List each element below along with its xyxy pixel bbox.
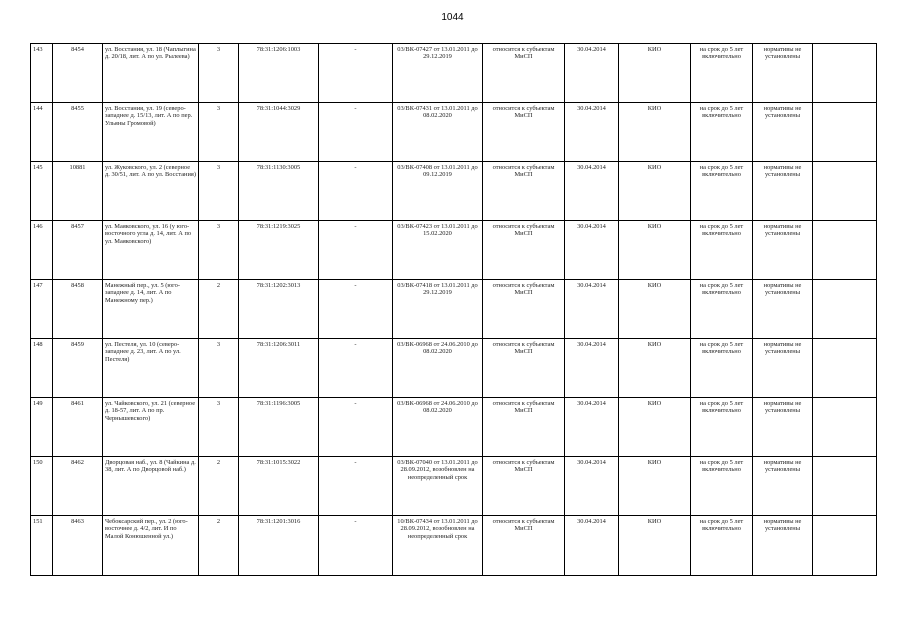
term-cell: на срок до 5 лет включительно	[691, 221, 753, 280]
dash-cell: -	[319, 398, 393, 457]
row-number: 146	[31, 221, 53, 280]
table-row	[31, 516, 877, 576]
row-number: 148	[31, 339, 53, 398]
org-cell: КИО	[619, 103, 691, 162]
places-count: 3	[199, 221, 239, 280]
empty-cell	[813, 44, 877, 103]
table-row	[31, 162, 877, 221]
address-cell: Манежный пер., ул. 5 (юго-западнее д. 14, лит. А по Манежному пер.)	[103, 280, 199, 339]
document-cell: 03/ВК-07423 от 13.01.2011 до 15.02.2020	[393, 221, 483, 280]
empty-cell	[813, 280, 877, 339]
empty-cell	[813, 398, 877, 457]
places-count: 3	[199, 398, 239, 457]
norms-cell: нормативы не установлены	[753, 162, 813, 221]
object-id: 8457	[53, 221, 103, 280]
category-cell: относится к субъектам МиСП	[483, 516, 565, 576]
dash-cell: -	[319, 44, 393, 103]
org-cell: КИО	[619, 516, 691, 576]
empty-cell	[813, 516, 877, 576]
row-number: 144	[31, 103, 53, 162]
date-cell: 30.04.2014	[565, 162, 619, 221]
address-cell: ул. Восстания, ул. 19 (северо-западнее д. 15/13, лит. А по пер. Ульяны Громовой)	[103, 103, 199, 162]
document-cell: 03/ВК-07408 от 13.01.2011 до 09.12.2019	[393, 162, 483, 221]
row-number: 143	[31, 44, 53, 103]
cadastral-number: 78:31:1196:3005	[239, 398, 319, 457]
document-cell: 10/ВК-07434 от 13.01.2011 до 28.09.2012, возобновлен на неопределенный срок	[393, 516, 483, 576]
object-id: 8462	[53, 457, 103, 516]
table-row	[31, 339, 877, 398]
document-cell: 03/ВК-07418 от 13.01.2011 до 29.12.2019	[393, 280, 483, 339]
object-id: 8463	[53, 516, 103, 576]
date-cell: 30.04.2014	[565, 457, 619, 516]
page-number: 1044	[441, 12, 464, 23]
address-cell: ул. Жуковского, ул. 2 (северное д. 30/51, лит. А по ул. Восстания)	[103, 162, 199, 221]
org-cell: КИО	[619, 162, 691, 221]
address-cell: ул. Пестеля, ул. 10 (северо-западнее д. 23, лит. А по ул. Пестеля)	[103, 339, 199, 398]
term-cell: на срок до 5 лет включительно	[691, 280, 753, 339]
table-row	[31, 280, 877, 339]
norms-cell: нормативы не установлены	[753, 44, 813, 103]
document-cell: 03/ВК-06968 от 24.06.2010 до 08.02.2020	[393, 339, 483, 398]
register-table	[30, 43, 877, 576]
dash-cell: -	[319, 280, 393, 339]
category-cell: относится к субъектам МиСП	[483, 103, 565, 162]
address-cell: ул. Чайковского, ул. 21 (северное д. 18-57, лит. А по пр. Чернышевского)	[103, 398, 199, 457]
norms-cell: нормативы не установлены	[753, 103, 813, 162]
date-cell: 30.04.2014	[565, 339, 619, 398]
dash-cell: -	[319, 221, 393, 280]
object-id: 10881	[53, 162, 103, 221]
table-row	[31, 221, 877, 280]
row-number: 145	[31, 162, 53, 221]
term-cell: на срок до 5 лет включительно	[691, 398, 753, 457]
date-cell: 30.04.2014	[565, 398, 619, 457]
empty-cell	[813, 457, 877, 516]
places-count: 2	[199, 457, 239, 516]
org-cell: КИО	[619, 280, 691, 339]
cadastral-number: 78:31:1201:3016	[239, 516, 319, 576]
places-count: 3	[199, 44, 239, 103]
places-count: 3	[199, 103, 239, 162]
norms-cell: нормативы не установлены	[753, 398, 813, 457]
dash-cell: -	[319, 162, 393, 221]
dash-cell: -	[319, 516, 393, 576]
org-cell: КИО	[619, 339, 691, 398]
cadastral-number: 78:31:1206:3011	[239, 339, 319, 398]
object-id: 8459	[53, 339, 103, 398]
dash-cell: -	[319, 339, 393, 398]
date-cell: 30.04.2014	[565, 103, 619, 162]
document-cell: 03/ВК-06968 от 24.06.2010 до 08.02.2020	[393, 398, 483, 457]
category-cell: относится к субъектам МиСП	[483, 162, 565, 221]
dash-cell: -	[319, 457, 393, 516]
empty-cell	[813, 221, 877, 280]
norms-cell: нормативы не установлены	[753, 516, 813, 576]
row-number: 151	[31, 516, 53, 576]
empty-cell	[813, 162, 877, 221]
places-count: 2	[199, 516, 239, 576]
cadastral-number: 78:31:1044:3029	[239, 103, 319, 162]
date-cell: 30.04.2014	[565, 44, 619, 103]
norms-cell: нормативы не установлены	[753, 339, 813, 398]
term-cell: на срок до 5 лет включительно	[691, 516, 753, 576]
category-cell: относится к субъектам МиСП	[483, 221, 565, 280]
table-row	[31, 457, 877, 516]
address-cell: Чебоксарский пер., ул. 2 (юго-восточнее д. 4/2, лит. И по Малой Конюшенной ул.)	[103, 516, 199, 576]
places-count: 2	[199, 280, 239, 339]
address-cell: ул. Восстания, ул. 18 (Чаплыгина д. 20/18, лит. А по ул. Рылеева)	[103, 44, 199, 103]
document-cell: 03/ВК-07427 от 13.01.2011 до 29.12.2019	[393, 44, 483, 103]
cadastral-number: 78:31:1130:3005	[239, 162, 319, 221]
object-id: 8461	[53, 398, 103, 457]
address-cell: Дворцовая наб., ул. 8 (Чайкина д. 38, лит. А по Дворцовой наб.)	[103, 457, 199, 516]
dash-cell: -	[319, 103, 393, 162]
term-cell: на срок до 5 лет включительно	[691, 103, 753, 162]
cadastral-number: 78:31:1219:3025	[239, 221, 319, 280]
places-count: 3	[199, 162, 239, 221]
org-cell: КИО	[619, 44, 691, 103]
date-cell: 30.04.2014	[565, 516, 619, 576]
term-cell: на срок до 5 лет включительно	[691, 162, 753, 221]
object-id: 8455	[53, 103, 103, 162]
org-cell: КИО	[619, 221, 691, 280]
row-number: 150	[31, 457, 53, 516]
category-cell: относится к субъектам МиСП	[483, 457, 565, 516]
org-cell: КИО	[619, 398, 691, 457]
term-cell: на срок до 5 лет включительно	[691, 44, 753, 103]
category-cell: относится к субъектам МиСП	[483, 339, 565, 398]
cadastral-number: 78:31:1202:3013	[239, 280, 319, 339]
date-cell: 30.04.2014	[565, 280, 619, 339]
empty-cell	[813, 339, 877, 398]
table-row	[31, 398, 877, 457]
term-cell: на срок до 5 лет включительно	[691, 339, 753, 398]
address-cell: ул. Маяковского, ул. 16 (у юго-восточного угла д. 14, лит. А по ул. Маяковского)	[103, 221, 199, 280]
document-cell: 03/ВК-07431 от 13.01.2011 до 08.02.2020	[393, 103, 483, 162]
term-cell: на срок до 5 лет включительно	[691, 457, 753, 516]
row-number: 147	[31, 280, 53, 339]
org-cell: КИО	[619, 457, 691, 516]
date-cell: 30.04.2014	[565, 221, 619, 280]
table-row	[31, 44, 877, 103]
category-cell: относится к субъектам МиСП	[483, 280, 565, 339]
document-cell: 03/ВК-07040 от 13.01.2011 до 28.09.2012, возобновлен на неопределенный срок	[393, 457, 483, 516]
category-cell: относится к субъектам МиСП	[483, 44, 565, 103]
norms-cell: нормативы не установлены	[753, 280, 813, 339]
row-number: 149	[31, 398, 53, 457]
places-count: 3	[199, 339, 239, 398]
cadastral-number: 78:31:1015:3022	[239, 457, 319, 516]
norms-cell: нормативы не установлены	[753, 457, 813, 516]
norms-cell: нормативы не установлены	[753, 221, 813, 280]
table-row	[31, 103, 877, 162]
category-cell: относится к субъектам МиСП	[483, 398, 565, 457]
object-id: 8454	[53, 44, 103, 103]
cadastral-number: 78:31:1206:1003	[239, 44, 319, 103]
empty-cell	[813, 103, 877, 162]
object-id: 8458	[53, 280, 103, 339]
